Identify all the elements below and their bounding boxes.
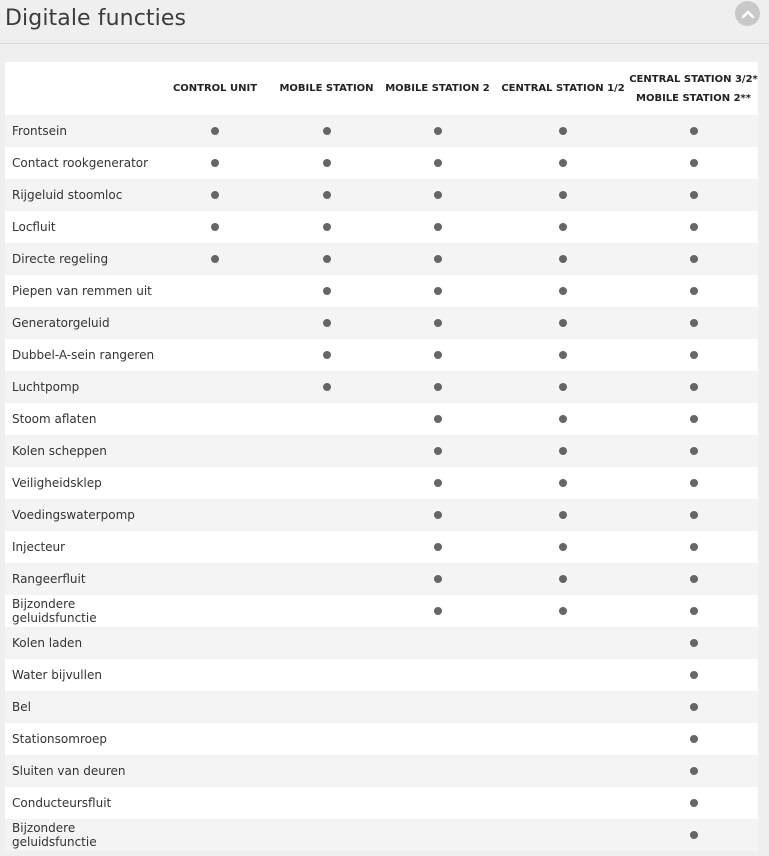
table-row bbox=[5, 371, 758, 403]
support-cell bbox=[275, 627, 378, 659]
support-cell bbox=[155, 179, 275, 211]
support-cell bbox=[629, 691, 758, 723]
supported-dot-icon bbox=[211, 191, 219, 199]
table-row bbox=[5, 467, 758, 499]
supported-dot-icon bbox=[434, 575, 442, 583]
feature-label: Luchtpomp bbox=[12, 380, 80, 394]
feature-label: Rijgeluid stoomloc bbox=[12, 188, 123, 202]
support-cell bbox=[155, 275, 275, 307]
supported-dot-icon bbox=[690, 831, 698, 839]
supported-dot-icon bbox=[434, 191, 442, 199]
support-cell bbox=[378, 211, 497, 243]
supported-dot-icon bbox=[323, 287, 331, 295]
supported-dot-icon bbox=[211, 127, 219, 135]
support-cell bbox=[378, 243, 497, 275]
support-cell bbox=[378, 467, 497, 499]
supported-dot-icon bbox=[690, 703, 698, 711]
supported-dot-icon bbox=[559, 543, 567, 551]
support-cell bbox=[275, 787, 378, 819]
support-cell bbox=[497, 467, 629, 499]
supported-dot-icon bbox=[323, 223, 331, 231]
supported-dot-icon bbox=[434, 127, 442, 135]
supported-dot-icon bbox=[559, 511, 567, 519]
table-row bbox=[5, 659, 758, 691]
support-cell bbox=[629, 787, 758, 819]
supported-dot-icon bbox=[559, 191, 567, 199]
supported-dot-icon bbox=[434, 287, 442, 295]
support-cell bbox=[155, 787, 275, 819]
support-cell bbox=[275, 819, 378, 851]
supported-dot-icon bbox=[434, 479, 442, 487]
support-cell bbox=[275, 339, 378, 371]
table-row bbox=[5, 243, 758, 275]
support-cell bbox=[629, 819, 758, 851]
supported-dot-icon bbox=[559, 607, 567, 615]
chevron-up-icon bbox=[741, 9, 755, 19]
supported-dot-icon bbox=[434, 415, 442, 423]
feature-label: Frontsein bbox=[12, 124, 67, 138]
supported-dot-icon bbox=[434, 319, 442, 327]
support-cell bbox=[497, 179, 629, 211]
support-cell bbox=[497, 211, 629, 243]
supported-dot-icon bbox=[434, 223, 442, 231]
support-cell bbox=[497, 243, 629, 275]
supported-dot-icon bbox=[690, 735, 698, 743]
supported-dot-icon bbox=[559, 415, 567, 423]
table-row bbox=[5, 307, 758, 339]
support-cell bbox=[629, 179, 758, 211]
supported-dot-icon bbox=[690, 447, 698, 455]
support-cell bbox=[275, 499, 378, 531]
support-cell bbox=[275, 243, 378, 275]
supported-dot-icon bbox=[690, 255, 698, 263]
support-cell bbox=[497, 339, 629, 371]
section-title: Digitale functies bbox=[5, 6, 187, 31]
support-cell bbox=[629, 723, 758, 755]
supported-dot-icon bbox=[690, 351, 698, 359]
table-row bbox=[5, 755, 758, 787]
support-cell bbox=[378, 787, 497, 819]
header-central-station-3-2-line2: MOBILE STATION 2** bbox=[636, 92, 751, 104]
supported-dot-icon bbox=[559, 319, 567, 327]
support-cell bbox=[378, 659, 497, 691]
support-cell bbox=[378, 115, 497, 147]
support-cell bbox=[275, 371, 378, 403]
support-cell bbox=[629, 435, 758, 467]
table-row bbox=[5, 435, 758, 467]
header-mobile-station: MOBILE STATION bbox=[279, 83, 374, 94]
support-cell bbox=[378, 147, 497, 179]
feature-label: Directe regeling bbox=[12, 252, 109, 266]
support-cell bbox=[629, 275, 758, 307]
support-cell bbox=[275, 211, 378, 243]
table-row bbox=[5, 499, 758, 531]
support-cell bbox=[275, 467, 378, 499]
support-cell bbox=[275, 403, 378, 435]
support-cell bbox=[378, 339, 497, 371]
table-row bbox=[5, 595, 758, 627]
supported-dot-icon bbox=[323, 191, 331, 199]
functions-table-panel bbox=[5, 62, 758, 851]
support-cell bbox=[629, 371, 758, 403]
supported-dot-icon bbox=[434, 447, 442, 455]
support-cell bbox=[497, 659, 629, 691]
section-header bbox=[0, 0, 769, 44]
support-cell bbox=[497, 531, 629, 563]
support-cell bbox=[497, 499, 629, 531]
support-cell bbox=[378, 819, 497, 851]
supported-dot-icon bbox=[211, 223, 219, 231]
supported-dot-icon bbox=[559, 127, 567, 135]
support-cell bbox=[497, 147, 629, 179]
support-cell bbox=[275, 563, 378, 595]
table-row bbox=[5, 691, 758, 723]
supported-dot-icon bbox=[690, 223, 698, 231]
support-cell bbox=[629, 403, 758, 435]
support-cell bbox=[497, 275, 629, 307]
supported-dot-icon bbox=[690, 607, 698, 615]
feature-label: Bijzondere geluidsfunctie bbox=[12, 821, 97, 849]
support-cell bbox=[629, 147, 758, 179]
header-central-station-3-2 bbox=[629, 62, 758, 115]
table-row bbox=[5, 531, 758, 563]
supported-dot-icon bbox=[559, 479, 567, 487]
support-cell bbox=[155, 339, 275, 371]
support-cell bbox=[275, 307, 378, 339]
supported-dot-icon bbox=[690, 511, 698, 519]
table-row bbox=[5, 403, 758, 435]
supported-dot-icon bbox=[434, 255, 442, 263]
support-cell bbox=[629, 467, 758, 499]
supported-dot-icon bbox=[559, 287, 567, 295]
feature-label: Generatorgeluid bbox=[12, 316, 110, 330]
support-cell bbox=[155, 435, 275, 467]
support-cell bbox=[378, 435, 497, 467]
feature-label: Dubbel-A-sein rangeren bbox=[12, 348, 155, 362]
supported-dot-icon bbox=[690, 319, 698, 327]
support-cell bbox=[497, 595, 629, 627]
table-row bbox=[5, 179, 758, 211]
feature-label: Kolen laden bbox=[12, 636, 83, 650]
supported-dot-icon bbox=[690, 543, 698, 551]
support-cell bbox=[629, 243, 758, 275]
support-cell bbox=[155, 499, 275, 531]
support-cell bbox=[275, 147, 378, 179]
support-cell bbox=[378, 723, 497, 755]
support-cell bbox=[155, 403, 275, 435]
support-cell bbox=[497, 691, 629, 723]
support-cell bbox=[629, 211, 758, 243]
support-cell bbox=[497, 371, 629, 403]
support-cell bbox=[155, 211, 275, 243]
header-central-station-3-2-line1: CENTRAL STATION 3/2* bbox=[629, 73, 758, 85]
table-header-row bbox=[5, 62, 758, 115]
supported-dot-icon bbox=[559, 159, 567, 167]
support-cell bbox=[155, 467, 275, 499]
feature-label: Bijzondere geluidsfunctie bbox=[12, 597, 97, 625]
supported-dot-icon bbox=[434, 159, 442, 167]
supported-dot-icon bbox=[323, 159, 331, 167]
table-row bbox=[5, 115, 758, 147]
supported-dot-icon bbox=[434, 607, 442, 615]
supported-dot-icon bbox=[690, 383, 698, 391]
support-cell bbox=[275, 435, 378, 467]
support-cell bbox=[155, 371, 275, 403]
support-cell bbox=[497, 723, 629, 755]
supported-dot-icon bbox=[559, 575, 567, 583]
support-cell bbox=[155, 723, 275, 755]
feature-label: Rangeerfluit bbox=[12, 572, 86, 586]
supported-dot-icon bbox=[559, 351, 567, 359]
supported-dot-icon bbox=[211, 159, 219, 167]
supported-dot-icon bbox=[434, 383, 442, 391]
support-cell bbox=[497, 435, 629, 467]
feature-label: Injecteur bbox=[12, 540, 66, 554]
support-cell bbox=[497, 307, 629, 339]
support-cell bbox=[155, 659, 275, 691]
support-cell bbox=[275, 691, 378, 723]
supported-dot-icon bbox=[323, 351, 331, 359]
support-cell bbox=[155, 147, 275, 179]
feature-label: Sluiten van deuren bbox=[12, 764, 126, 778]
support-cell bbox=[155, 115, 275, 147]
table-row bbox=[5, 339, 758, 371]
support-cell bbox=[629, 339, 758, 371]
supported-dot-icon bbox=[323, 319, 331, 327]
supported-dot-icon bbox=[690, 799, 698, 807]
support-cell bbox=[378, 755, 497, 787]
support-cell bbox=[378, 627, 497, 659]
collapse-button[interactable] bbox=[735, 1, 760, 26]
table-row bbox=[5, 211, 758, 243]
header-mobile-station-2: MOBILE STATION 2 bbox=[385, 83, 490, 94]
supported-dot-icon bbox=[323, 255, 331, 263]
supported-dot-icon bbox=[690, 639, 698, 647]
table-row bbox=[5, 627, 758, 659]
support-cell bbox=[275, 723, 378, 755]
header-control-unit: CONTROL UNIT bbox=[172, 83, 258, 94]
table-row bbox=[5, 147, 758, 179]
support-cell bbox=[275, 179, 378, 211]
support-cell bbox=[497, 403, 629, 435]
header-feature bbox=[5, 62, 155, 115]
support-cell bbox=[155, 563, 275, 595]
support-cell bbox=[497, 563, 629, 595]
support-cell bbox=[275, 755, 378, 787]
supported-dot-icon bbox=[690, 671, 698, 679]
support-cell bbox=[497, 755, 629, 787]
feature-label: Piepen van remmen uit bbox=[12, 284, 152, 298]
support-cell bbox=[629, 627, 758, 659]
header-central-station-1-2: CENTRAL STATION 1/2 bbox=[501, 83, 625, 94]
supported-dot-icon bbox=[690, 287, 698, 295]
support-cell bbox=[155, 531, 275, 563]
supported-dot-icon bbox=[559, 383, 567, 391]
support-cell bbox=[629, 531, 758, 563]
support-cell bbox=[378, 179, 497, 211]
supported-dot-icon bbox=[434, 511, 442, 519]
support-cell bbox=[629, 115, 758, 147]
support-cell bbox=[155, 627, 275, 659]
supported-dot-icon bbox=[559, 447, 567, 455]
support-cell bbox=[629, 659, 758, 691]
supported-dot-icon bbox=[690, 191, 698, 199]
support-cell bbox=[378, 499, 497, 531]
table-row bbox=[5, 275, 758, 307]
support-cell bbox=[378, 595, 497, 627]
feature-label: Conducteursfluit bbox=[12, 796, 112, 810]
table-row bbox=[5, 787, 758, 819]
feature-label: Stoom aflaten bbox=[12, 412, 97, 426]
support-cell bbox=[497, 115, 629, 147]
table-body bbox=[5, 115, 758, 851]
support-cell bbox=[275, 531, 378, 563]
feature-label: Bel bbox=[12, 700, 31, 714]
table-row bbox=[5, 563, 758, 595]
support-cell bbox=[378, 531, 497, 563]
support-cell bbox=[378, 691, 497, 723]
feature-label: Water bijvullen bbox=[12, 668, 102, 682]
support-cell bbox=[275, 659, 378, 691]
support-cell bbox=[155, 595, 275, 627]
supported-dot-icon bbox=[434, 351, 442, 359]
support-cell bbox=[275, 115, 378, 147]
support-cell bbox=[497, 787, 629, 819]
support-cell bbox=[155, 691, 275, 723]
support-cell bbox=[155, 755, 275, 787]
supported-dot-icon bbox=[690, 575, 698, 583]
supported-dot-icon bbox=[559, 223, 567, 231]
support-cell bbox=[629, 595, 758, 627]
feature-label: Contact rookgenerator bbox=[12, 156, 149, 170]
feature-label: Voedingswaterpomp bbox=[12, 508, 135, 522]
table-row bbox=[5, 819, 758, 851]
supported-dot-icon bbox=[323, 127, 331, 135]
table-row bbox=[5, 723, 758, 755]
supported-dot-icon bbox=[434, 543, 442, 551]
support-cell bbox=[378, 371, 497, 403]
feature-label: Stationsomroep bbox=[12, 732, 107, 746]
supported-dot-icon bbox=[323, 383, 331, 391]
supported-dot-icon bbox=[690, 159, 698, 167]
supported-dot-icon bbox=[690, 767, 698, 775]
support-cell bbox=[155, 307, 275, 339]
feature-label: Locfluit bbox=[12, 220, 56, 234]
supported-dot-icon bbox=[690, 127, 698, 135]
feature-label: Kolen scheppen bbox=[12, 444, 107, 458]
functions-table bbox=[5, 62, 758, 851]
support-cell bbox=[629, 563, 758, 595]
supported-dot-icon bbox=[559, 255, 567, 263]
feature-label: Veiligheidsklep bbox=[12, 476, 102, 490]
support-cell bbox=[629, 499, 758, 531]
support-cell bbox=[378, 563, 497, 595]
support-cell bbox=[629, 755, 758, 787]
support-cell bbox=[275, 595, 378, 627]
support-cell bbox=[378, 275, 497, 307]
supported-dot-icon bbox=[211, 255, 219, 263]
support-cell bbox=[497, 819, 629, 851]
supported-dot-icon bbox=[690, 415, 698, 423]
support-cell bbox=[629, 307, 758, 339]
support-cell bbox=[378, 403, 497, 435]
supported-dot-icon bbox=[690, 479, 698, 487]
support-cell bbox=[497, 627, 629, 659]
support-cell bbox=[275, 275, 378, 307]
support-cell bbox=[155, 243, 275, 275]
support-cell bbox=[155, 819, 275, 851]
support-cell bbox=[378, 307, 497, 339]
